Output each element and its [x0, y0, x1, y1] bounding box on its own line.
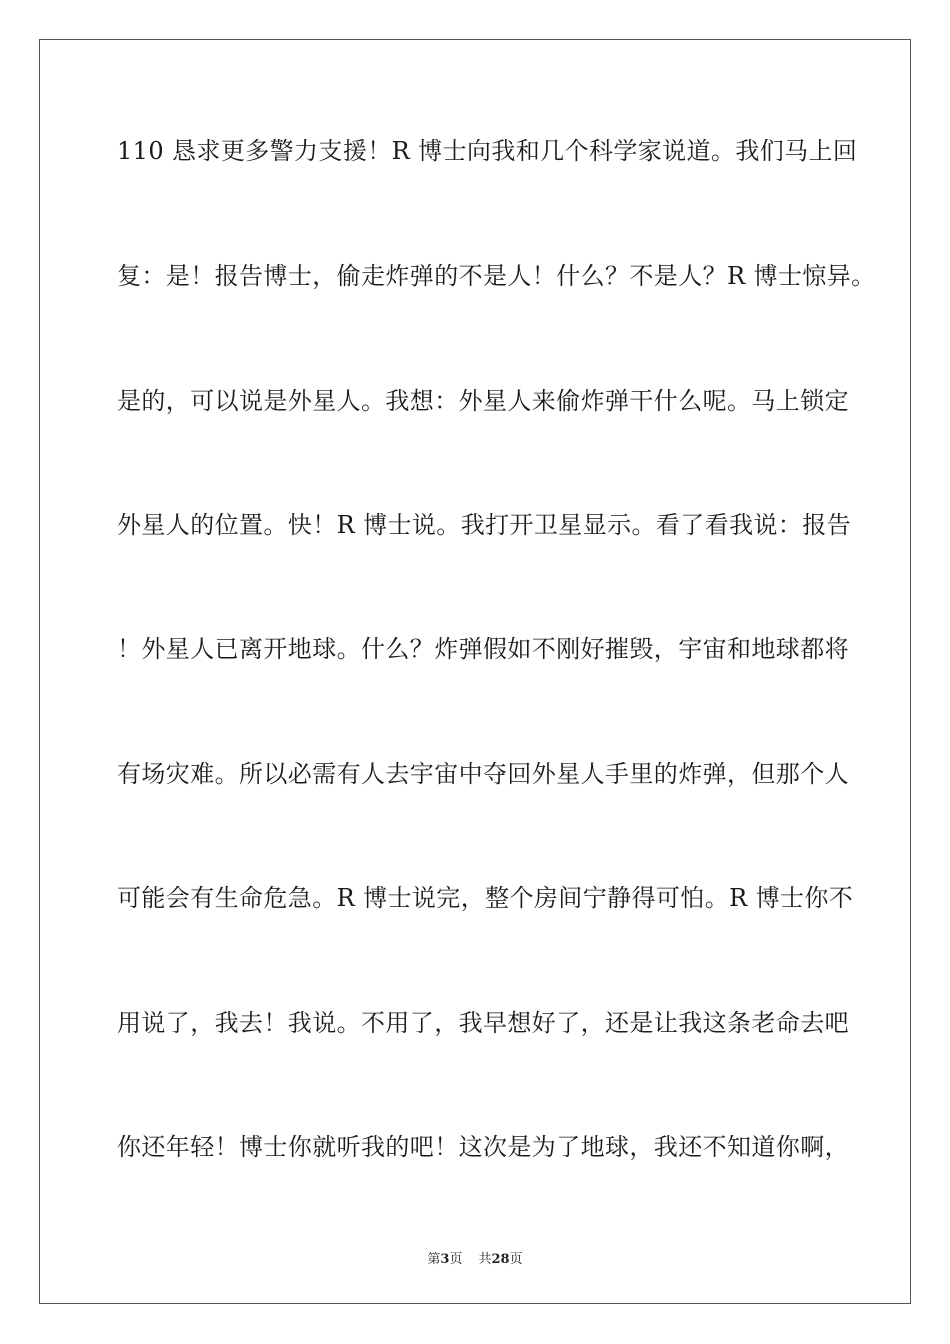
text-line: 有场灾难。所以必需有人去宇宙中夺回外星人手里的炸弹，但那个人: [117, 760, 849, 788]
total-suffix: 页: [509, 1252, 523, 1267]
text-line: 外星人的位置。快！R 博士说。我打开卫星显示。看了看我说：报告: [117, 511, 852, 539]
page-border: [39, 39, 911, 1304]
page-footer: [0, 1248, 950, 1267]
text-line: 用说了，我去！我说。不用了，我早想好了，还是让我这条老命去吧: [117, 1009, 849, 1037]
text-line: 110 恳求更多警力支援！R 博士向我和几个科学家说道。我们马上回: [117, 137, 858, 165]
total-pages: 28: [491, 1252, 510, 1267]
text-line: ！外星人已离开地球。什么？炸弹假如不刚好摧毁，宇宙和地球都将: [117, 635, 849, 663]
text-line: 可能会有生命危急。R 博士说完，整个房间宁静得可怕。R 博士你不: [117, 884, 854, 912]
text-line: 你还年轻！博士你就听我的吧！这次是为了地球，我还不知道你啊，: [117, 1133, 849, 1161]
total-prefix: 共: [478, 1252, 492, 1267]
text-line: 复：是！报告博士，偷走炸弹的不是人！什么？不是人？R 博士惊异。: [117, 262, 876, 290]
page-suffix: 页: [449, 1252, 463, 1267]
page-prefix: 第: [427, 1252, 441, 1267]
page-number: 3: [440, 1252, 450, 1267]
text-line: 是的，可以说是外星人。我想：外星人来偷炸弹干什么呢。马上锁定: [117, 387, 849, 415]
